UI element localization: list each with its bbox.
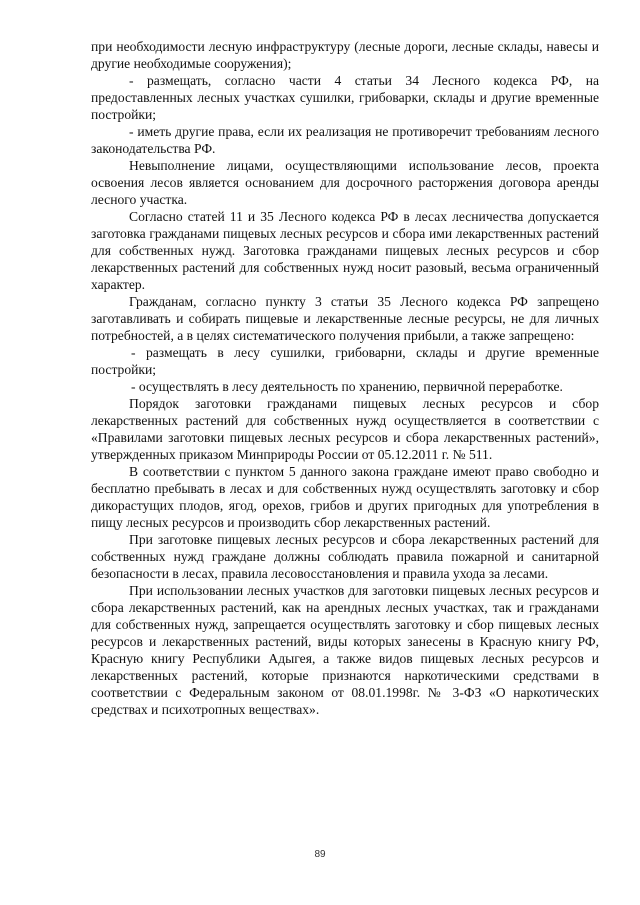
paragraph-infrastructure-continuation: при необходимости лесную инфраструктуру (лесные дороги, лесные склады, навесы и другие необходимые сооружения); — [91, 39, 599, 71]
paragraph-safety-rules: При заготовке пищевых лесных ресурсов и сбора лекарственных растений для собственных нужд граждане должны соблюдать правила пожарной и санитарной безопасности в лесах, правила лесовосстановления и правила ухода за лесами. — [91, 532, 599, 581]
paragraph-prohibition-processing: - осуществлять в лесу деятельность по хранению, первичной переработке. — [131, 379, 563, 394]
page-number: 89 — [314, 849, 326, 860]
paragraph-red-book-prohibition: При использовании лесных участков для заготовки пищевых лесных ресурсов и сбора лекарственных растений, как на арендных лесных участках, так и гражданами для собственных нужд, запрещается осуществлять заготовку и сбор пищевых лесных ресурсов и лекарственных растений, виды которых занесены в Красную книгу РФ, Красную книгу Республики Адыгея, а также видов пищевых лесных ресурсов и лекарственных растений, которые признаются наркотическими средствами в соответствии с Федеральным законом от 08.01.1998г. № 3-ФЗ «О наркотических средствах и психотропных веществах». — [91, 583, 599, 717]
paragraph-prohibitions-intro: Гражданам, согласно пункту 3 статьи 35 Лесного кодекса РФ запрещено заготавливать и собирать пищевые и лекарственные лесные ресурсы, не для личных потребностей, а в целях систематического получения прибыли, а также запрещено: — [91, 294, 599, 343]
paragraph-articles-11-35: Согласно статей 11 и 35 Лесного кодекса РФ в лесах лесничества допускается заготовка гражданами пищевых лесных ресурсов и сбора ими лекарственных растений для собственных нужд. Заготовка гражданами пищевых лесных ресурсов и сбор лекарственных растений для собственных нужд носит разовый, весьма ограниченный характер. — [91, 209, 599, 292]
paragraph-harvest-rules: Порядок заготовки гражданами пищевых лесных ресурсов и сбор лекарственных растений для собственных нужд осуществляется в соответствии с «Правилами заготовки пищевых лесных ресурсов и сбора лекарственных растений», утвержденных приказом Минприроды России от 05.12.2011 г. № 511. — [91, 396, 599, 462]
paragraph-non-compliance: Невыполнение лицами, осуществляющими использование лесов, проекта освоения лесов является основанием для досрочного расторжения договора аренды лесного участка. — [91, 158, 599, 207]
paragraph-prohibition-buildings: - размещать в лесу сушилки, грибоварни, склады и другие временные постройки; — [91, 345, 599, 377]
paragraph-right-place-buildings: - размещать, согласно части 4 статьи 34 Лесного кодекса РФ, на предоставленных лесных участках сушилки, грибоварки, склады и другие временные постройки; — [91, 73, 599, 122]
paragraph-right-other: - иметь другие права, если их реализация не противоречит требованиям лесного законодательства РФ. — [91, 124, 599, 156]
paragraph-citizen-rights: В соответствии с пунктом 5 данного закона граждане имеют право свободно и бесплатно пребывать в лесах и для собственных нужд осуществлять заготовку и сбор дикорастущих плодов, ягод, орехов, грибов и других пригодных для употребления в пищу лесных ресурсов и производить сбор лекарственных растений. — [91, 464, 599, 530]
body-text — [91, 38, 599, 718]
